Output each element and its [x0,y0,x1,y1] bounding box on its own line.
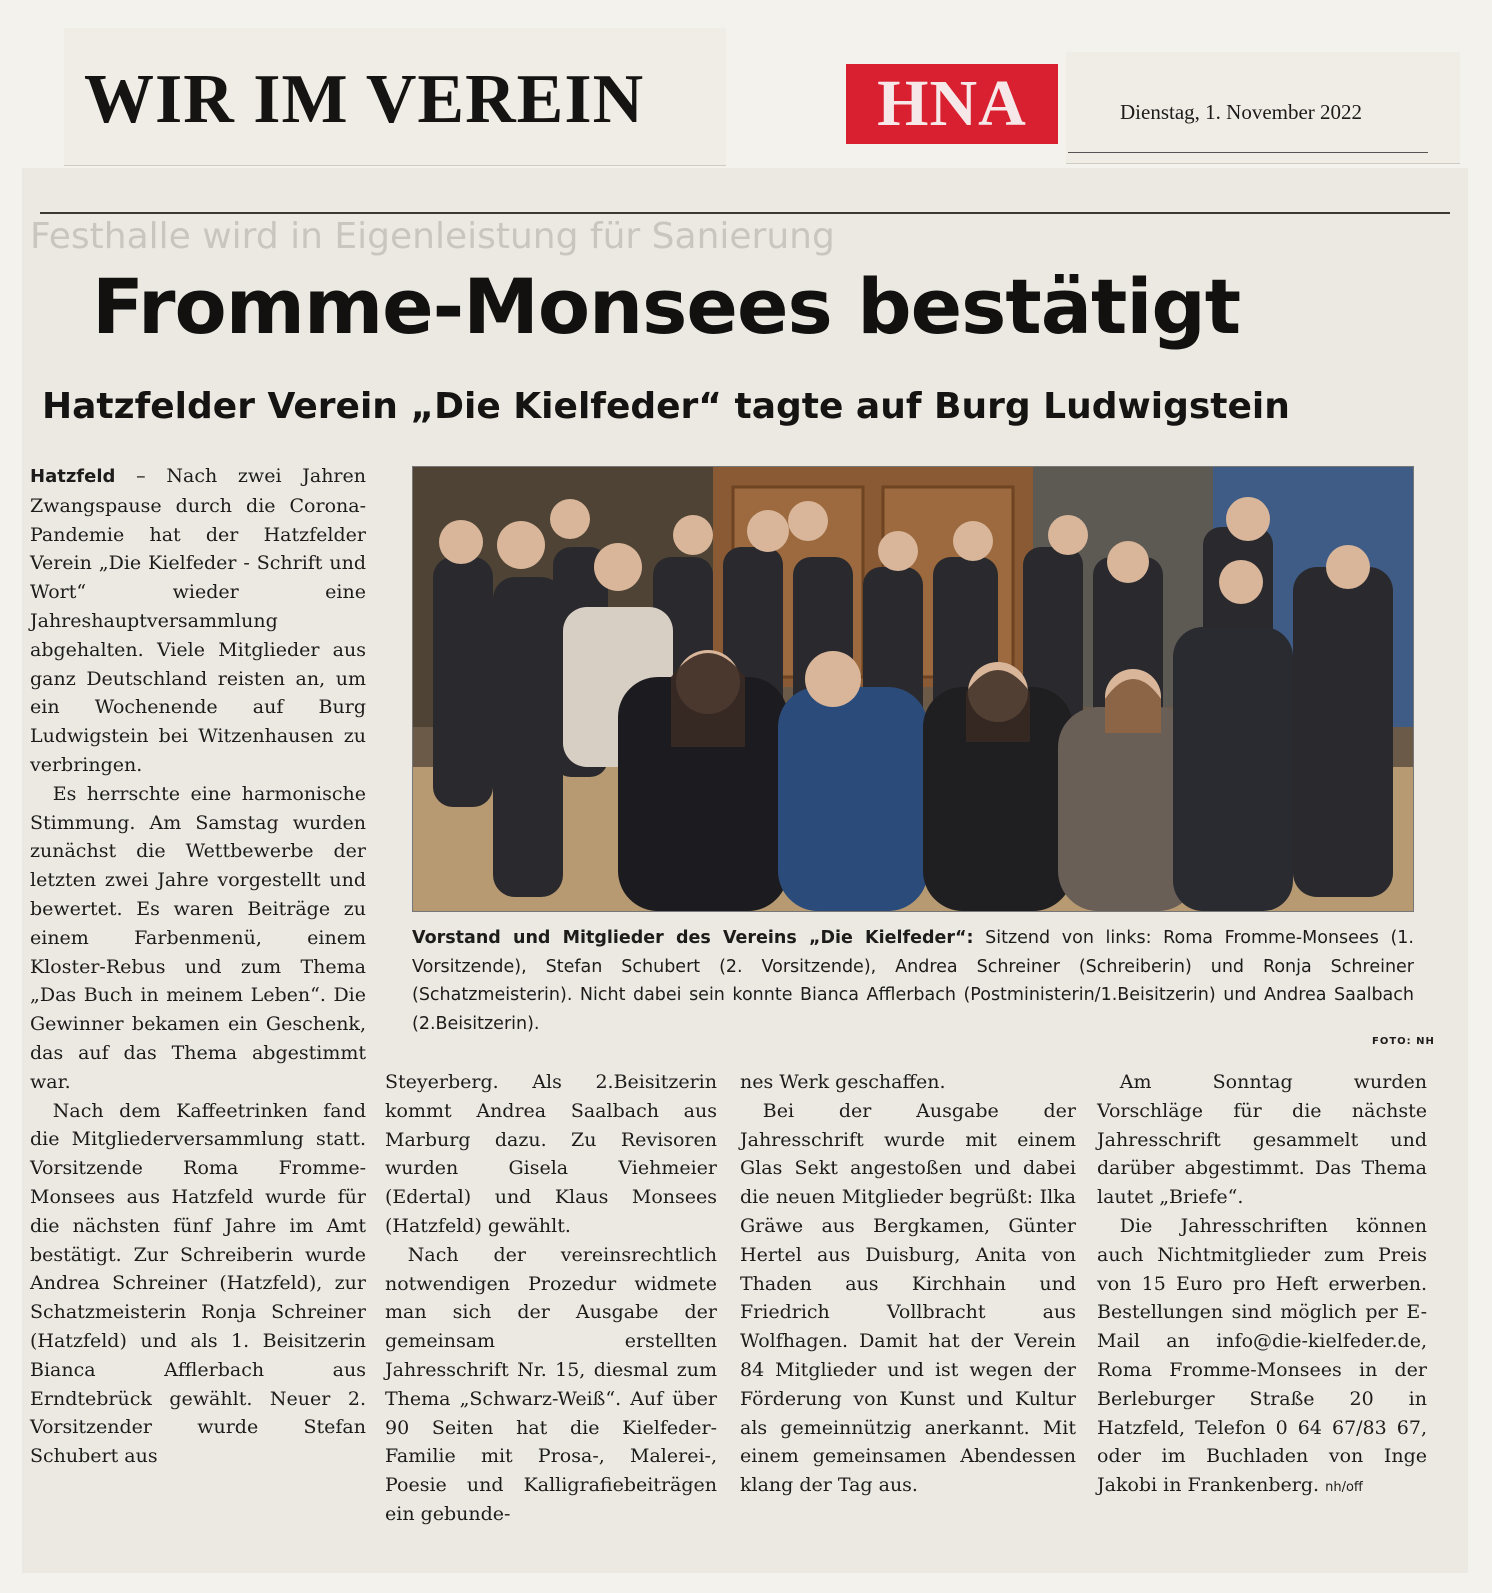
paragraph-text: – Nach zwei Jahren Zwangspause durch die Corona-Pandemie hat der Hatzfelder Verein „Die Kielfeder - Schrift und Wort“ wieder eine Jahreshauptversammlung abgehalten. Viele Mitglieder aus ganz Deutschland reisten an, um ein Wochenende auf Burg Ludwigstein bei Witzenhausen zu verbringen. [30,465,366,776]
paragraph: Steyerberg. Als 2.Beisitzerin kommt Andrea Saalbach aus Marburg dazu. Zu Revisoren wurden Gisela Viehmeier (Edertal) und Klaus Monsees (Hatzfeld) gewählt. [385,1071,717,1237]
paragraph: Bei der Ausgabe der Jahresschrift wurde mit einem Glas Sekt angestoßen und dabei die neuen Mitglieder begrüßt: Ilka Gräwe aus Bergkamen, Günter Hertel aus Duisburg, Anita von Thaden aus Kirchhain und Friedrich Vollbracht aus Wolfhagen. Damit hat der Verein 84 Mitglieder und ist wegen der Förderung von Kunst und Kultur als gemeinnützig anerkannt. Mit einem gemeinsamen Abendessen klang der Tag aus. [740,1099,1076,1497]
issue-date: Dienstag, 1. November 2022 [1120,100,1363,124]
subheadline: Hatzfelder Verein „Die Kielfeder“ tagte auf Burg Ludwigstein [42,386,1290,427]
section-title: WIR IM VEREIN [84,61,645,138]
paragraph: nes Werk geschaffen. [740,1071,946,1093]
photo-credit: FOTO: NH [1372,1036,1435,1047]
paragraph: Es herrschte eine harmonische Stimmung. Am Samstag wurden zunächst die Wettbewerbe der letzten zwei Jahre vorgestellt und bewertet. Es waren Beiträge zu einem Farbenmenü, einem Kloster-Rebus und zum Thema „Das Buch in meinem Leben“. Die Gewinner bekamen ein Geschenk, das auf das Thema abgestimmt war. [30,782,366,1093]
paragraph: Am Sonntag wurden Vorschläge für die nächste Jahresschrift gesammelt und darüber abgestimmt. Das Thema lautet „Briefe“. [1097,1071,1427,1209]
background-headline: Festhalle wird in Eigenleistung für Sanierung [30,216,835,257]
paragraph: Nach der vereinsrechtlich notwendigen Prozedur widmete man sich der Ausgabe der gemeinsam erstellten Jahresschrift Nr. 15, diesmal zum Thema „Schwarz-Weiß“. Auf über 90 Seiten hat die Kielfeder-Familie mit Prosa-, Malerei-, Poesie und Kalligrafiebeiträgen ein gebunde- [385,1243,717,1525]
paragraph-text: Die Jahresschriften können auch Nichtmitglieder zum Preis von 15 Euro pro Heft erwerben. Bestellungen sind möglich per E-Mail an info@die-kielfeder.de, Roma Fromme-Monsees in der Berleburger Straße 20 in Hatzfeld, Telefon 0 64 67/83 67, oder im Buchladen von Inge Jakobi in Frankenberg. [1097,1214,1427,1497]
caption-body: Sitzend von links: Roma Fromme-Monsees (1. Vorsitzende), Stefan Schubert (2. Vorsitzende), Andrea Schreiner (Schreiberin) und Ronja Schreiner (Schatzmeisterin). Nicht dabei sein konnte Bianca Afflerbach (Postministerin/1.Beisitzerin) und Andrea Saalbach (2.Beisitzerin). [412,928,1414,1034]
dateline: Hatzfeld [30,466,116,487]
paragraph: Nach dem Kaffeetrinken fand die Mitgliederversammlung statt. Vorsitzende Roma Fromme-Monsees aus Hatzfeld wurde für die nächsten fünf Jahre im Amt bestätigt. Zur Schreiberin wurde Andrea Schreiner (Hatzfeld), zur Schatzmeisterin Ronja Schreiner (Hatzfeld) und als 1. Beisitzerin Bianca Afflerbach aus Erndtebrück gewählt. Neuer 2. Vorsitzender wurde Stefan Schubert aus [30,1099,366,1468]
paragraph [30,462,366,780]
article-column-4 [1097,1068,1427,1503]
caption-lead: Vorstand und Mitglieder des Vereins „Die Kielfeder“: [412,928,974,948]
date-rule [1068,152,1428,153]
author-tag: nh/off [1325,1480,1363,1496]
group-photo-image [413,467,1413,911]
article-column-2 [385,1068,717,1529]
headline: Fromme-Monsees bestätigt [92,262,1241,351]
top-rule [40,212,1450,214]
brand-logo: HNA [846,64,1058,144]
paragraph [1097,1212,1427,1503]
article-column-3 [740,1068,1076,1500]
group-photo [412,466,1414,912]
article-column-1 [30,462,366,1471]
photo-caption [412,924,1414,1038]
